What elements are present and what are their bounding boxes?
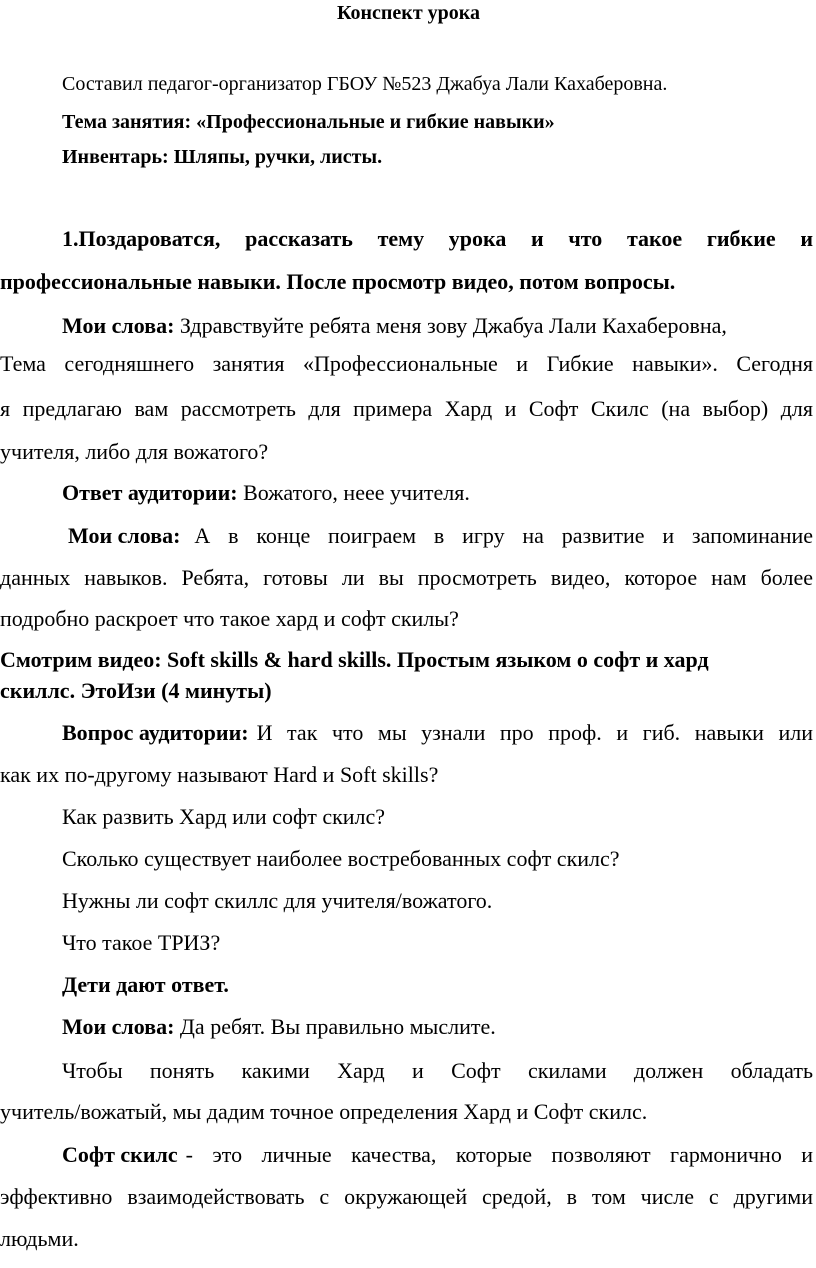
- question-item-3: Нужны ли софт скиллс для учителя/вожатого.: [62, 888, 493, 913]
- paragraph-7-line-1: [62, 1142, 813, 1168]
- topic-line: Тема занятия: «Профессиональные и гибкие навыки»: [62, 111, 555, 133]
- paragraph-2: [62, 480, 470, 506]
- speaker-label: Мои слова:: [62, 313, 175, 338]
- paragraph-1-line-1: [62, 313, 727, 339]
- section-1-line-1: 1.Поздароватся, рассказать тему урока и что такое гибкие и: [62, 226, 813, 251]
- document-title: Конспект урока: [337, 2, 480, 24]
- speaker-label: Мои слова:: [62, 1014, 175, 1039]
- question-item-4: Что такое ТРИЗ?: [62, 930, 221, 955]
- paragraph-1-line-3: я предлагаю вам рассмотреть для примера Хард и Софт Скилс (на выбор) для: [0, 396, 813, 421]
- paragraph-text: Вожатого, неее учителя.: [237, 480, 470, 505]
- paragraph-3-line-1: [68, 523, 813, 549]
- inventory-line: Инвентарь: Шляпы, ручки, листы.: [62, 146, 383, 168]
- paragraph-1-line-4: учителя, либо для вожатого?: [0, 439, 269, 464]
- paragraph-text: А в конце поиграем в игру на развитие и запоминание: [194, 523, 813, 548]
- paragraph-text: - это личные качества, которые позволяют гармонично и: [185, 1142, 813, 1167]
- paragraph-4-line-1: [62, 720, 813, 746]
- children-answer: Дети дают ответ.: [62, 972, 229, 997]
- question-item-2: Сколько существует наиболее востребованных софт скилс?: [62, 846, 620, 871]
- paragraph-text: И так что мы узнали про проф. и гиб. навыки или: [256, 720, 813, 745]
- audience-label: Ответ аудитории:: [62, 480, 238, 505]
- term-label: Софт скилс: [62, 1142, 178, 1167]
- audience-question-label: Вопрос аудитории:: [62, 720, 249, 745]
- section-1-line-2: профессиональные навыки. После просмотр видео, потом вопросы.: [0, 269, 676, 294]
- paragraph-7-line-3: людьми.: [0, 1226, 79, 1251]
- author-line: Составил педагог-организатор ГБОУ №523 Джабуа Лали Кахаберовна.: [62, 73, 668, 95]
- paragraph-4-line-2: как их по-другому называют Hard и Soft skills?: [0, 762, 439, 787]
- paragraph-3-line-2: данных навыков. Ребята, готовы ли вы просмотреть видео, которое нам более: [0, 565, 813, 590]
- paragraph-7-line-2: эффективно взаимодействовать с окружающей средой, в том числе с другими: [0, 1184, 813, 1209]
- question-item-1: Как развить Хард или софт скилс?: [62, 804, 386, 829]
- paragraph-text: Здравствуйте ребята меня зову Джабуа Лали Кахаберовна,: [174, 313, 727, 338]
- paragraph-5: [62, 1014, 496, 1040]
- paragraph-1-line-2: Тема сегодняшнего занятия «Профессиональные и Гибкие навыки». Сегодня: [0, 351, 813, 376]
- video-line-1: Смотрим видео: Soft skills & hard skills. Простым языком о софт и хард: [0, 647, 709, 672]
- speaker-label: Мои слова:: [68, 523, 181, 548]
- paragraph-text: Да ребят. Вы правильно мыслите.: [174, 1014, 496, 1039]
- paragraph-3-line-3: подробно раскроет что такое хард и софт скилы?: [0, 606, 459, 631]
- paragraph-6-line-1: Чтобы понять какими Хард и Софт скилами должен обладать: [62, 1058, 813, 1083]
- paragraph-6-line-2: учитель/вожатый, мы дадим точное определения Хард и Софт скилс.: [0, 1099, 648, 1124]
- video-line-2: скиллс. ЭтоИзи (4 минуты): [0, 678, 272, 703]
